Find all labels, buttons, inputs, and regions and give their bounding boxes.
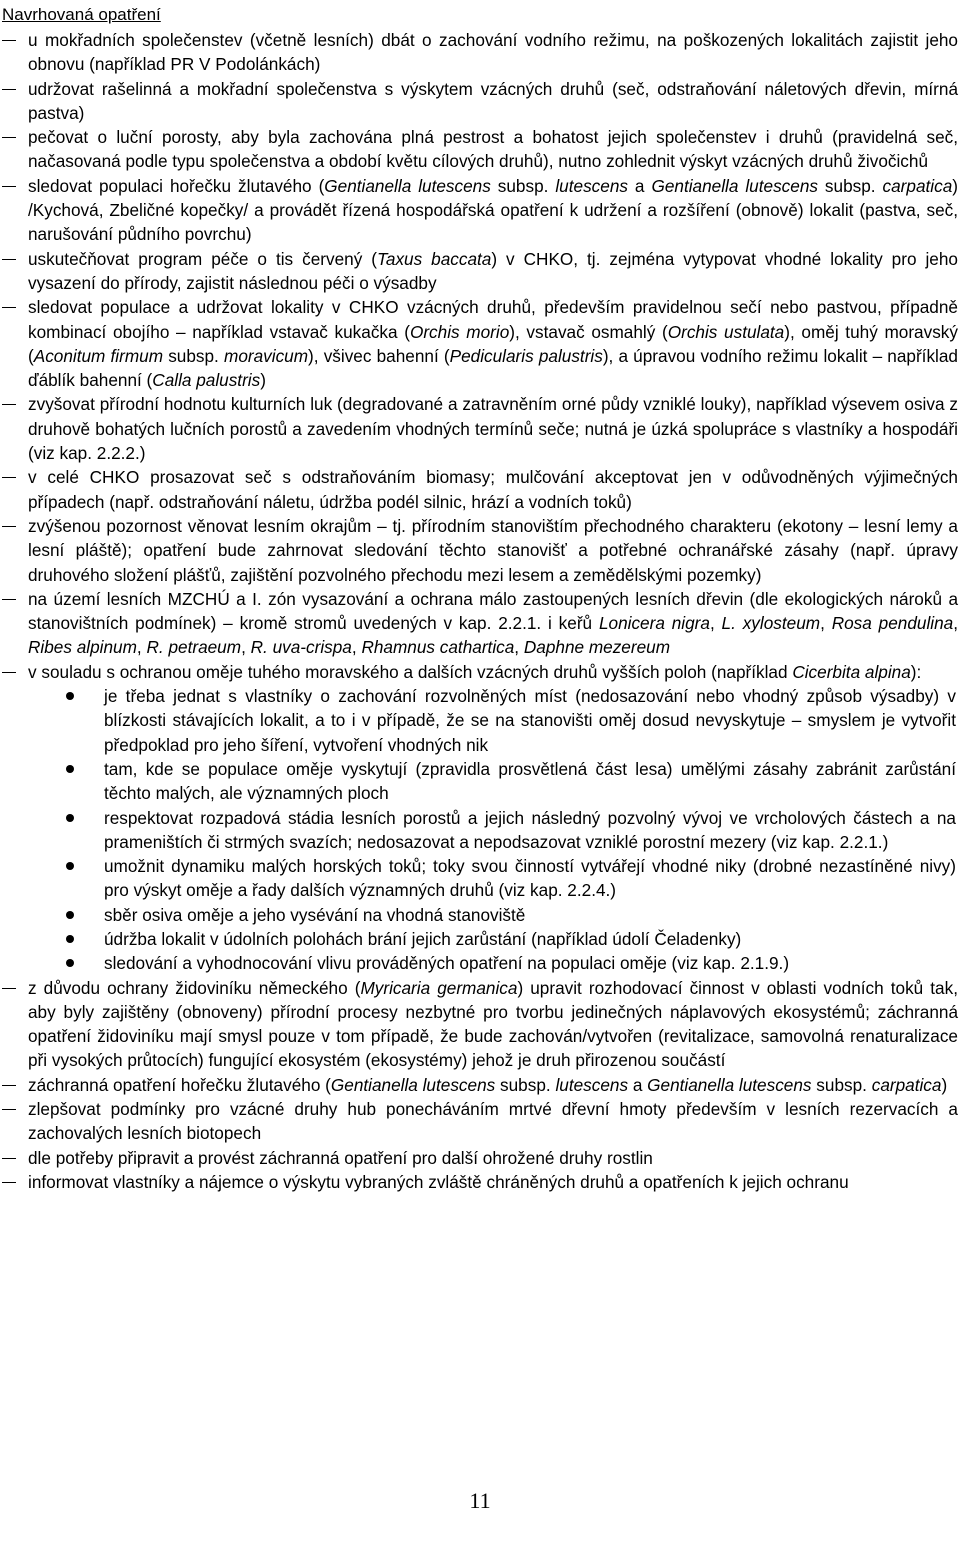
italic-latin-name: Gentianella lutescens bbox=[324, 175, 491, 196]
italic-latin-name: carpatica bbox=[882, 175, 953, 196]
sublist-item-text: umožnit dynamiku malých horských toků; toky svou činností vytvářejí vhodné niky (drobné nezastíněné nivy) pro výskyt oměje a řady dalších významných druhů (viz kap. 2.2.4.) bbox=[104, 856, 956, 901]
list-item-text: uskutečňovat program péče o tis červený (Taxus baccata) v CHKO, tj. zejména vytypovat vhodné lokality pro jeho vysazení do přírody, zajistit následnou péči o výsadby bbox=[28, 248, 958, 293]
sublist-item-text: tam, kde se populace oměje vyskytují (zpravidla prosvětlená část lesa) umělými zásahy zabránit zarůstání těchto malých, ale významných ploch bbox=[104, 758, 956, 804]
sublist-item bbox=[28, 854, 958, 903]
list-item-text: v souladu s ochranou oměje tuhého moravského a dalších vzácných druhů vyšších poloh (například Cicerbita alpina): bbox=[28, 661, 922, 682]
list-item bbox=[0, 28, 960, 77]
italic-latin-name: carpatica bbox=[871, 1074, 942, 1095]
sublist-item bbox=[28, 927, 958, 951]
italic-latin-name: moravicum bbox=[224, 345, 309, 366]
sublist-item bbox=[28, 903, 958, 927]
sublist-item bbox=[28, 951, 958, 975]
list-item bbox=[0, 465, 960, 514]
sublist-item-text: sledování a vyhodnocování vlivu prováděných opatření na populaci oměje (viz kap. 2.1.9.) bbox=[104, 953, 790, 974]
italic-latin-name: Gentianella lutescens bbox=[647, 1074, 812, 1095]
list-item-text: sledovat populaci hořečku žlutavého (Gentianella lutescens subsp. lutescens a Gentianella lutescens subsp. carpatica) /Kychová, Zbeličné kopečky/ a provádět řízená hospodářská opatření k udržení a rozšíření (obnově) lokalit (pastva, seč, narušování půdního povrchu) bbox=[28, 175, 958, 245]
italic-latin-name: Rhamnus cathartica bbox=[361, 637, 515, 658]
list-item-text: v celé CHKO prosazovat seč s odstraňováním biomasy; mulčování akceptovat jen v odůvodněných výjimečných případech (např. odstraňování náletu, údržba podél silnic, hrází a vodních toků) bbox=[28, 467, 958, 512]
list-item-text: udržovat rašelinná a mokřadní společenstva s výskytem vzácných druhů (seč, odstraňování náletových dřevin, mírná pastva) bbox=[28, 78, 958, 123]
list-item bbox=[0, 976, 960, 1073]
list-item bbox=[0, 514, 960, 587]
italic-latin-name: Pedicularis palustris bbox=[449, 345, 603, 366]
list-item-text: z důvodu ochrany židoviníku německého (Myricaria germanica) upravit rozhodovací činnost v oblasti vodních toků tak, aby byly zajištěny (obnoveny) přírodní procesy nezbytné pro tvorbu jedinečných náplavových ekosystémů; záchranná opatření židoviníku mají smysl pouze v tom případě, že bude zachován/vytvořen (revitalizace, samovolná renaturalizace při vysokých průtocích) fungující ekosystém (ekosystémy) jehož je druh přirozenou součástí bbox=[28, 977, 958, 1071]
italic-latin-name: Gentianella lutescens bbox=[330, 1074, 496, 1095]
sublist-item bbox=[28, 757, 958, 806]
list-item-text: sledovat populace a udržovat lokality v CHKO vzácných druhů, především pravidelnou sečí nebo pastvou, případně kombinací obojího – například vstavač kukačka (Orchis morio), vstavač osmahlý (Orchis ustulata), oměj tuhý moravský (Aconitum firmum subsp. moravicum), všivec bahenní (Pedicularis palustris), a úpravou vodního režimu lokalit – například ďáblík bahenní (Calla palustris) bbox=[28, 297, 958, 391]
list-item-text: na území lesních MZCHÚ a I. zón vysazování a ochrana málo zastoupených lesních dřevin (dle ekologických nároků a stanovištních podmínek) – kromě stromů uvedených v kap. 2.2.1. i keřů Lonicera nigra, L. xylosteum, Rosa pendulina, Ribes alpinum, R. petraeum, R. uva-crispa, Rhamnus cathartica, Daphne mezereum bbox=[28, 588, 958, 658]
italic-latin-name: Myricaria germanica bbox=[360, 977, 518, 998]
list-item bbox=[0, 392, 960, 465]
list-item bbox=[0, 125, 960, 174]
list-item-text: pečovat o luční porosty, aby byla zachována plná pestrost a bohatost jejich společenstev i druhů (pravidelná seč, načasovaná podle typu společenstva a období květu cílových druhů), nutno zohlednit výskyt vzácných druhů živočichů bbox=[28, 127, 958, 172]
page-number: 11 bbox=[469, 1488, 491, 1513]
list-item bbox=[0, 1073, 960, 1097]
italic-latin-name: Gentianella lutescens bbox=[651, 175, 818, 196]
italic-latin-name: Daphne mezereum bbox=[523, 637, 671, 658]
italic-latin-name: L. xylosteum bbox=[721, 613, 821, 634]
italic-latin-name: Aconitum firmum bbox=[33, 345, 164, 366]
list-item bbox=[0, 587, 960, 660]
list-item bbox=[0, 247, 960, 296]
sublist-item-text: sběr osiva oměje a jeho vysévání na vhodná stanoviště bbox=[104, 904, 526, 925]
list-item-text: u mokřadních společenstev (včetně lesních) dbát o zachování vodního režimu, na poškozených lokalitách zajistit jeho obnovu (například PR V Podolánkách) bbox=[28, 30, 958, 75]
italic-latin-name: Lonicera nigra bbox=[598, 613, 710, 634]
italic-latin-name: Rosa pendulina bbox=[831, 613, 954, 634]
italic-latin-name: Cicerbita alpina bbox=[792, 661, 911, 682]
sublist-item-text: respektovat rozpadová stádia lesních porostů a jejich následný pozvolný vývoj ve vrcholových částech a na prameništích či strmých svazích; nedosazovat a nepodsazovat vzniklé porostní mezery (viz kap. 2.2.1.) bbox=[104, 807, 956, 852]
list-item-text: zvýšenou pozornost věnovat lesním okrajům – tj. přírodním stanovištím přechodného charakteru (ekotony – lesní lemy a lesní pláště); opatření bude zahrnovat sledování těchto stanovišť a potřebné ochranářské zásahy (např. úpravy druhového složení plášťů, zajištění pozvolného přechodu mezi lesem a zemědělskými pozemky) bbox=[28, 515, 958, 585]
list-item bbox=[0, 1146, 960, 1170]
italic-latin-name: Ribes alpinum bbox=[28, 637, 137, 658]
sublist-item bbox=[28, 684, 958, 757]
italic-latin-name: lutescens bbox=[555, 175, 628, 196]
list-item-text: záchranná opatření hořečku žlutavého (Gentianella lutescens subsp. lutescens a Gentianella lutescens subsp. carpatica) bbox=[28, 1074, 948, 1095]
list-item bbox=[0, 295, 960, 392]
italic-latin-name: Orchis morio bbox=[409, 321, 510, 342]
sublist-item-text: je třeba jednat s vlastníky o zachování rozvolněných míst (nedosazování nebo vhodný způsob výsadby) v blízkosti stávajících lokalit, a to i v případě, že se na stanovišti oměj dosud nevyskytuje – smyslem je vytvořit předpoklad pro jeho šíření, vytvoření vhodných nik bbox=[104, 686, 956, 755]
section-heading: Navrhovaná opatření bbox=[2, 5, 161, 24]
list-item bbox=[0, 77, 960, 126]
italic-latin-name: Calla palustris bbox=[152, 370, 261, 391]
list-item bbox=[0, 660, 960, 976]
italic-latin-name: R. petraeum bbox=[146, 637, 242, 658]
list-item bbox=[0, 1170, 960, 1194]
measures-list bbox=[0, 28, 960, 1194]
italic-latin-name: Taxus baccata bbox=[376, 248, 492, 269]
sublist-item bbox=[28, 806, 958, 855]
list-item-text: dle potřeby připravit a provést záchranná opatření pro další ohrožené druhy rostlin bbox=[28, 1147, 653, 1168]
list-item-text: informovat vlastníky a nájemce o výskytu vybraných zvláště chráněných druhů a opatřeních k jejich ochranu bbox=[28, 1171, 849, 1192]
list-item bbox=[0, 1097, 960, 1146]
italic-latin-name: lutescens bbox=[555, 1074, 629, 1095]
italic-latin-name: R. uva-crispa bbox=[250, 637, 352, 658]
sublist-item-text: údržba lokalit v údolních polohách brání jejich zarůstání (například údolí Čeladenky) bbox=[104, 928, 742, 949]
list-item-text: zvyšovat přírodní hodnotu kulturních luk (degradované a zatravněním orné půdy vzniklé louky), například výsevem osiva z druhově bohatých lučních porostů a zavedením vhodných termínů seče; nutná je úzká spolupráce s vlastníky a hospodáři (viz kap. 2.2.2.) bbox=[28, 394, 958, 464]
italic-latin-name: Orchis ustulata bbox=[667, 321, 785, 342]
list-item bbox=[0, 174, 960, 247]
list-item-text: zlepšovat podmínky pro vzácné druhy hub ponecháváním mrtvé dřevní hmoty především v lesních rezervacích a zachovalých lesních biotopech bbox=[28, 1099, 958, 1144]
aconitum-sublist bbox=[28, 684, 958, 976]
